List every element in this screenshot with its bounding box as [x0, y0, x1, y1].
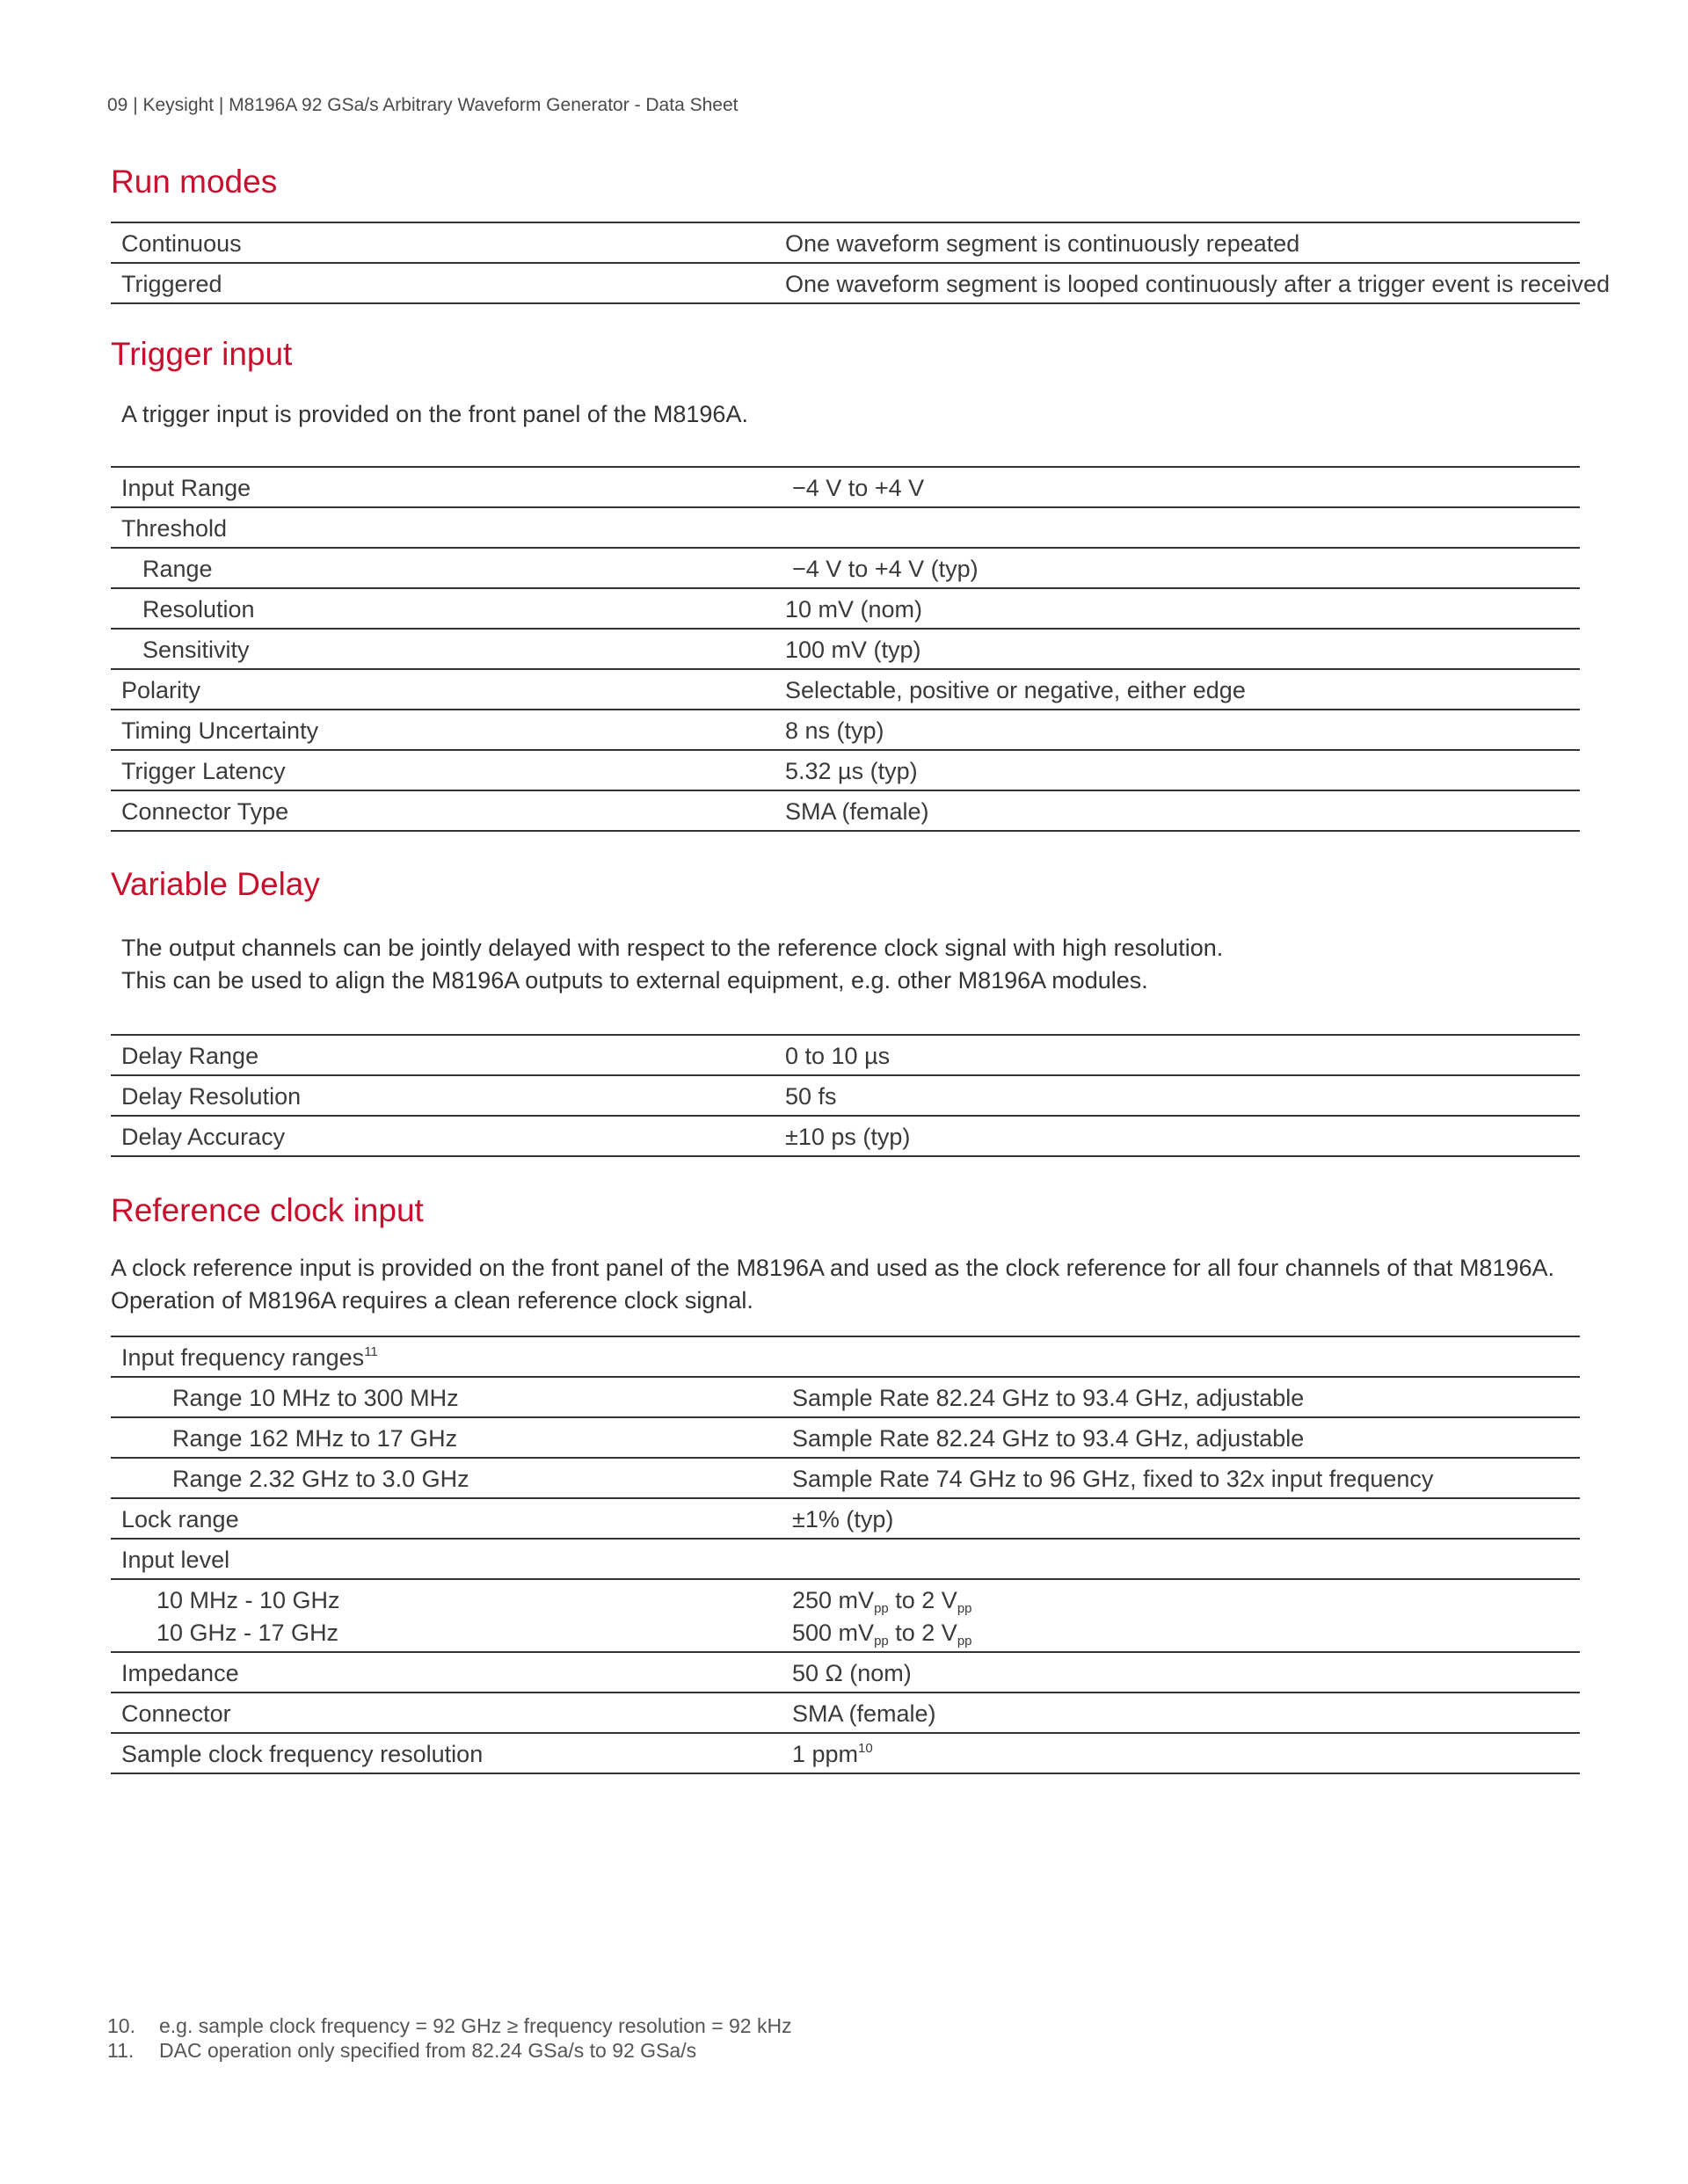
row-value: 0 to 10 µs — [785, 1043, 891, 1069]
row-label: Input frequency ranges$^{11}$ — [121, 1344, 378, 1371]
row-label: Resolution — [142, 596, 255, 622]
row-label: Range — [142, 556, 213, 582]
variable-delay-intro-line2: This can be used to align the M8196A outputs to external equipment, e.g. other M8196A modules. — [121, 967, 1148, 994]
row-label: 10 MHz - 10 GHz — [156, 1587, 340, 1613]
footnote-number: 11. — [107, 2039, 135, 2062]
row-label: Polarity — [121, 677, 201, 703]
footnotes — [107, 2013, 792, 2063]
run-modes-table — [111, 222, 1610, 304]
row-label: 10 GHz - 17 GHz — [156, 1620, 339, 1646]
row-value: Sample Rate 74 GHz to 96 GHz, fixed to 32x input frequency — [792, 1466, 1434, 1492]
row-value: ±10 ps (typ) — [785, 1124, 911, 1150]
row-label: Threshold — [121, 515, 228, 542]
table-row — [111, 710, 1580, 751]
running-header: 09 | Keysight | M8196A 92 GSa/s Arbitrary Waveform Generator - Data Sheet — [107, 95, 738, 115]
row-label: Sample clock frequency resolution — [121, 1741, 484, 1767]
row-label: Delay Accuracy — [121, 1124, 286, 1150]
footnote — [107, 2038, 792, 2063]
table-row — [111, 630, 1580, 670]
row-label: Continuous — [121, 230, 242, 257]
table-row — [111, 1117, 1580, 1157]
footnote — [107, 2013, 792, 2038]
reference-clock-table — [111, 1336, 1580, 1774]
table-row — [111, 468, 1580, 508]
row-value: 250 $mV_{pp}$ to 2 $V_{pp}$ — [792, 1587, 972, 1616]
table-row — [111, 1540, 1580, 1580]
row-value: 5.32 µs (typ) — [785, 758, 918, 784]
row-value: 100 mV (typ) — [785, 637, 921, 663]
reference-clock-intro-line1: A clock reference input is provided on the front panel of the M8196A and used as the clock reference for all four channels of that M8196A. — [111, 1255, 1555, 1281]
row-label: Trigger Latency — [121, 758, 286, 784]
variable-delay-table — [111, 1034, 1580, 1157]
table-row — [111, 791, 1580, 832]
variable-delay-intro-line1: The output channels can be jointly delayed with respect to the reference clock signal with high resolution. — [121, 935, 1224, 961]
table-row — [111, 264, 1610, 304]
footnote-number: 10. — [107, 2014, 135, 2037]
section-title-variable-delay: Variable Delay — [111, 866, 320, 902]
table-row — [111, 1459, 1580, 1499]
trigger-input-table — [111, 466, 1580, 832]
row-label: Input Range — [121, 475, 251, 501]
row-label: Range 2.32 GHz to 3.0 GHz — [172, 1466, 469, 1492]
row-value: 8 ns (typ) — [785, 717, 884, 744]
row-value: Selectable, positive or negative, either edge — [785, 677, 1246, 703]
row-value: 50 fs — [785, 1083, 837, 1110]
footnote-ref: 11 — [364, 1344, 378, 1359]
row-value: 500 $mV_{pp}$ to 2 $V_{pp}$ — [792, 1620, 972, 1649]
footnote-ref: 10 — [858, 1741, 873, 1756]
row-value: Sample Rate 82.24 GHz to 93.4 GHz, adjustable — [792, 1385, 1305, 1411]
row-value: 1 ppm$^{10}$ — [792, 1741, 873, 1767]
row-label: Lock range — [121, 1506, 239, 1532]
row-label: Delay Range — [121, 1043, 259, 1069]
table-row — [111, 1693, 1580, 1734]
row-value: −4 V to +4 V — [792, 475, 925, 501]
footnote-text: e.g. sample clock frequency = 92 GHz ≥ frequency resolution = 92 kHz — [159, 2014, 792, 2037]
row-label: Delay Resolution — [121, 1083, 302, 1110]
reference-clock-intro-line2: Operation of M8196A requires a clean reference clock signal. — [111, 1287, 753, 1314]
table-row — [111, 1337, 1580, 1378]
section-title-trigger-input: Trigger input — [111, 336, 293, 372]
table-row — [111, 670, 1580, 710]
row-label: Input level — [121, 1547, 230, 1573]
row-value: One waveform segment is continuously repeated — [785, 230, 1300, 257]
table-row — [111, 1734, 1580, 1774]
row-label: Connector — [121, 1700, 231, 1727]
row-label: Connector Type — [121, 798, 289, 825]
row-label: Triggered — [121, 271, 222, 297]
row-value: 10 mV (nom) — [785, 596, 923, 622]
row-value: −4 V to +4 V (typ) — [792, 556, 979, 582]
table-row — [111, 1580, 1580, 1653]
table-row — [111, 589, 1580, 630]
row-value: Sample Rate 82.24 GHz to 93.4 GHz, adjustable — [792, 1425, 1305, 1452]
table-row — [111, 508, 1580, 549]
row-value: SMA (female) — [785, 798, 929, 825]
table-row — [111, 1076, 1580, 1117]
table-row — [111, 1378, 1580, 1418]
row-label: Range 10 MHz to 300 MHz — [172, 1385, 459, 1411]
row-label: Range 162 MHz to 17 GHz — [172, 1425, 458, 1452]
row-value: One waveform segment is looped continuously after a trigger event is received — [785, 271, 1610, 297]
table-row — [111, 1499, 1580, 1540]
trigger-input-intro: A trigger input is provided on the front panel of the M8196A. — [121, 401, 748, 427]
section-title-run-modes: Run modes — [111, 164, 278, 200]
row-value: SMA (female) — [792, 1700, 936, 1727]
table-row — [111, 1036, 1580, 1076]
table-row — [111, 549, 1580, 589]
row-value: 50 Ω (nom) — [792, 1660, 912, 1686]
table-row — [111, 751, 1580, 791]
row-value: ±1% (typ) — [792, 1506, 894, 1532]
footnote-text: DAC operation only specified from 82.24 GSa/s to 92 GSa/s — [159, 2039, 697, 2062]
table-row — [111, 1653, 1580, 1693]
row-label: Timing Uncertainty — [121, 717, 319, 744]
row-label: Sensitivity — [142, 637, 250, 663]
table-row — [111, 223, 1580, 264]
row-label: Impedance — [121, 1660, 239, 1686]
table-row — [111, 1418, 1580, 1459]
section-title-reference-clock: Reference clock input — [111, 1192, 424, 1228]
